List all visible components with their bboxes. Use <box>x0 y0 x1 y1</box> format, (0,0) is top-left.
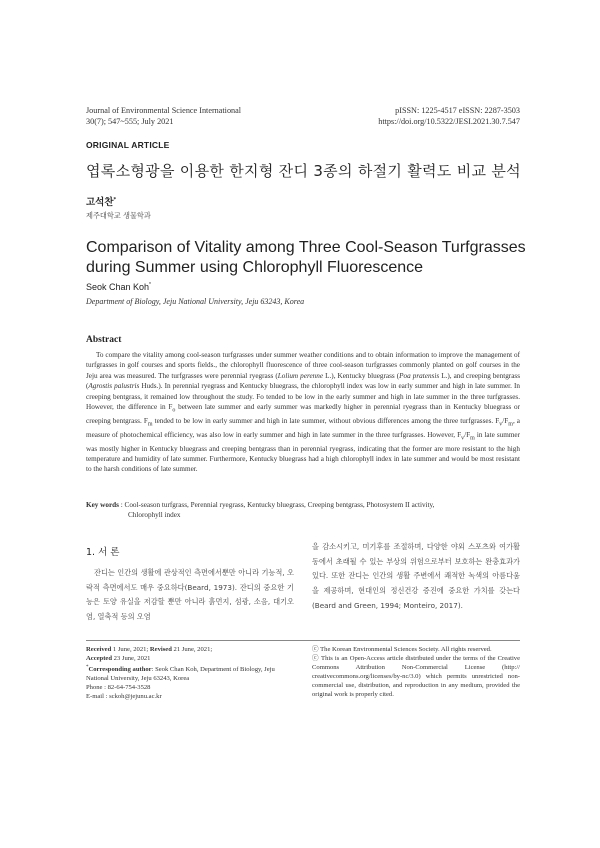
english-title <box>86 238 526 278</box>
copyright: ⓒ The Korean Environmental Sciences Society. All rights reserved. <box>312 646 492 653</box>
copyright-notice <box>312 645 520 699</box>
journal-volume: 30(7); 547~555; July 2021 <box>86 116 174 126</box>
license: ⓒ This is an Open-Access article distributed under the terms of the Creative Commons Attribution Non-Commercial License (http:// creativecommons.org/licenses/by-nc/3.0) which permits unrestricted non-commercial use, distribution, and reproduction in any medium, provided the original work is properly cited. <box>312 655 520 698</box>
section-right-column: 을 감소시키고, 미기후를 조절하며, 다양한 야외 스포츠와 여가활동에서 초래될 수 있는 부상의 위험으로부터 보호하는 완충효과가 있다. 또한 잔디는 인간의 생활 주변에서 쾌적한 녹색의 아름다움을 제공하며, 현대인의 정신건강 증진에 중요한 가치를 갖는다(Beard and Green, 1994; Monteiro, 2017). <box>312 542 520 610</box>
doi-link[interactable]: https://doi.org/10.5322/JESI.2021.30.7.547 <box>378 116 520 126</box>
english-author-name: Seok Chan Koh <box>86 282 150 292</box>
phone: Phone : 82-64-754-3528 <box>86 684 151 692</box>
abstract-body <box>86 350 520 475</box>
english-affiliation: Department of Biology, Jeju National University, Jeju 63243, Korea <box>86 297 305 306</box>
korean-author-name: 고석찬 <box>86 197 114 208</box>
corresponding-author: *Corresponding author: Seok Chan Koh, Department of Biology, Jeju National University, Jeju 63243, Korea <box>86 665 275 683</box>
korean-affiliation: 제주대학교 생물학과 <box>86 211 151 220</box>
korean-author <box>86 194 116 208</box>
journal-ids <box>300 106 520 127</box>
english-title-line1: Comparison of Vitality among Three Cool-Season Turfgrasses <box>86 239 526 256</box>
keywords-list: : Cool-season turfgrass, Perennial ryegrass, Kentucky bluegrass, Creeping bentgrass, Photosystem II activity, <box>120 501 435 509</box>
english-author <box>86 282 151 292</box>
journal-name: Journal of Environmental Science International <box>86 106 242 115</box>
article-history: Received 1 June, 2021; Revised 21 June, 2021; Accepted 23 June, 2021 *Corresponding author: Seok Chan Koh, Department of Biology, Jeju National University, Jeju 63243, Korea Phone : 82-64-754-3528 E-mail : sckoh@jejunu.ac.kr <box>86 645 296 701</box>
keywords-list-cont: Chlorophyll index <box>128 511 181 520</box>
keywords <box>86 500 520 521</box>
article-type: ORIGINAL ARTICLE <box>86 140 170 150</box>
abstract-heading: Abstract <box>86 335 122 345</box>
english-title-line2: during Summer using Chlorophyll Fluorescence <box>86 259 424 276</box>
corresponding-mark: * <box>149 282 151 288</box>
email[interactable]: E-mail : sckoh@jejunu.ac.kr <box>86 693 162 701</box>
issn: pISSN: 1225-4517 eISSN: 2287-3503 <box>395 106 520 115</box>
abstract-paragraph: To compare the vitality among cool-season turfgrasses under summer weather conditions and to obtain information to improve the management of turfgrasses in golf courses and sports fields., the chlorophyll fluorescence of three cool-season turfgrasses commonly planted on golf courses in the Jeju area was measured. The turfgrasses were perennial ryegrass (Lolium perenne L.), Kentucky bluegrass (Poa pratensis L.), and creeping bentgrass (Agrostis palustris Huds.). In perennial ryegrass and Kentucky bluegrass, the chlorophyll index was low in early summer and high in late summer. In creeping bentgrass, it remained low throughout the study. Fo tended to be low in the early summer and high in late summer in the three turfgrasses. However, the difference in $F_o$ between late summer and early summer was markedly higher in perennial ryegrass than in Kentucky bluegrass or creeping bentgrass. $F_m$ tended to be low in early summer and high in late summer, without obvious differences among the three turfgrasses. $F_v/F_m$, a measure of photochemical efficiency, was also low in early summer and high in late summer in the three turfgrasses. However, $F_v/F_m$ in late summer was mostly higher in Kentucky bluegrass and creeping bentgrass than in perennial ryegrass, indicating that the former are more resistant to the high temperature and humidity of late summer. Furthermore, Kentucky bluegrass had a high chlorophyll index in late summer and would be most resistant to the harsh conditions of late summer. <box>86 351 520 474</box>
section-heading: 1. 서 론 <box>86 547 120 558</box>
keywords-label: Key words <box>86 501 119 509</box>
footnote-divider <box>86 640 520 641</box>
corresponding-mark: * <box>113 196 117 203</box>
section-left-column: 잔디는 인간의 생활에 관상적인 측면에서뿐만 아니라 기능적, 오락적 측면에서도 매우 중요하다(Beard, 1973). 잔디의 중요한 기능은 토양 유실을 저감할 뿐만 아니라 흙먼지, 섬광, 소음, 대기오염, 열축적 등의 오염 <box>86 568 294 622</box>
korean-title: 엽록소형광을 이용한 한지형 잔디 3종의 하절기 활력도 비교 분석 <box>86 162 521 180</box>
